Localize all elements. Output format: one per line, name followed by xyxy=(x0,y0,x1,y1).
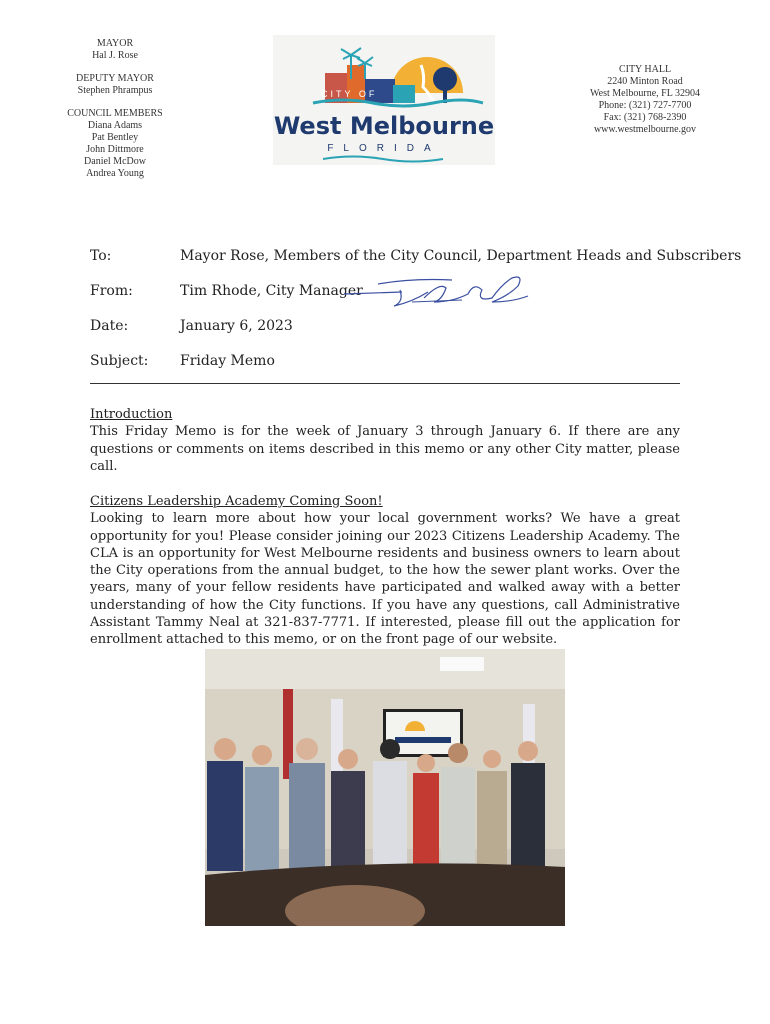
logo-state: FLORIDA xyxy=(327,143,441,154)
logo-city-name: West Melbourne xyxy=(273,112,495,140)
group-photo-graphic xyxy=(205,649,565,926)
header-divider xyxy=(90,383,680,384)
council-member: Andrea Young xyxy=(86,168,144,179)
signature xyxy=(342,272,542,312)
deputy-mayor-role: DEPUTY MAYOR xyxy=(76,73,154,84)
council-member: Diana Adams xyxy=(87,120,143,131)
intro-heading: Introduction xyxy=(90,407,173,422)
officials-list xyxy=(60,38,170,180)
cla-section xyxy=(90,493,680,649)
group-photo xyxy=(205,649,565,926)
to-value: Mayor Rose, Members of the City Council, Department Heads and Subscribers xyxy=(180,248,742,264)
intro-section xyxy=(90,406,680,475)
council-member: John Dittmore xyxy=(86,144,144,155)
city-hall-address1: 2240 Minton Road xyxy=(607,76,683,87)
council-role: COUNCIL MEMBERS xyxy=(67,108,163,119)
logo-city-of: CITY OF xyxy=(321,89,378,99)
city-hall-info xyxy=(565,64,725,136)
from-value: Tim Rhode, City Manager xyxy=(180,283,363,299)
city-hall-address2: West Melbourne, FL 32904 xyxy=(590,88,700,99)
city-hall-website[interactable]: www.westmelbourne.gov xyxy=(593,124,697,135)
mayor-role: MAYOR xyxy=(96,38,134,49)
subject-value: Friday Memo xyxy=(180,353,275,369)
council-member: Pat Bentley xyxy=(91,132,139,143)
cla-body: Looking to learn more about how your local government works? We have a great opportunity for you! Please consider joining our 2023 Citizens Leadership Academy. The CLA is an opportunity for West Melbourne residents and business owners to learn about the City operations from the annual budget, to the how the sewer plant works. Over the years, many of your fellow residents have participated and walked away with a better understanding of how the City functions. If you have any questions, call Administrative Assistant Tammy Neal at 321-837-7771. If interested, please fill out the application for enrollment attached to this memo, or on the front page of our website. xyxy=(90,511,680,648)
city-hall-phone: Phone: (321) 727-7700 xyxy=(598,100,692,111)
from-label: From: xyxy=(90,283,133,299)
city-hall-title: CITY HALL xyxy=(618,64,672,75)
deputy-mayor-name: Stephen Phrampus xyxy=(77,85,153,96)
subject-label: Subject: xyxy=(90,353,149,369)
to-label: To: xyxy=(90,248,112,264)
date-value: January 6, 2023 xyxy=(180,318,293,334)
cla-heading: Citizens Leadership Academy Coming Soon! xyxy=(90,494,383,509)
council-member: Daniel McDow xyxy=(84,156,146,167)
city-logo-graphic xyxy=(273,35,495,165)
intro-body: This Friday Memo is for the week of January 3 through January 6. If there are any questions or comments on items described in this memo or any other City matter, please call. xyxy=(90,424,680,474)
date-label: Date: xyxy=(90,318,129,334)
signature-graphic xyxy=(342,272,542,312)
city-hall-fax: Fax: (321) 768-2390 xyxy=(603,112,687,123)
city-logo xyxy=(273,35,495,165)
mayor-name: Hal J. Rose xyxy=(92,50,138,61)
